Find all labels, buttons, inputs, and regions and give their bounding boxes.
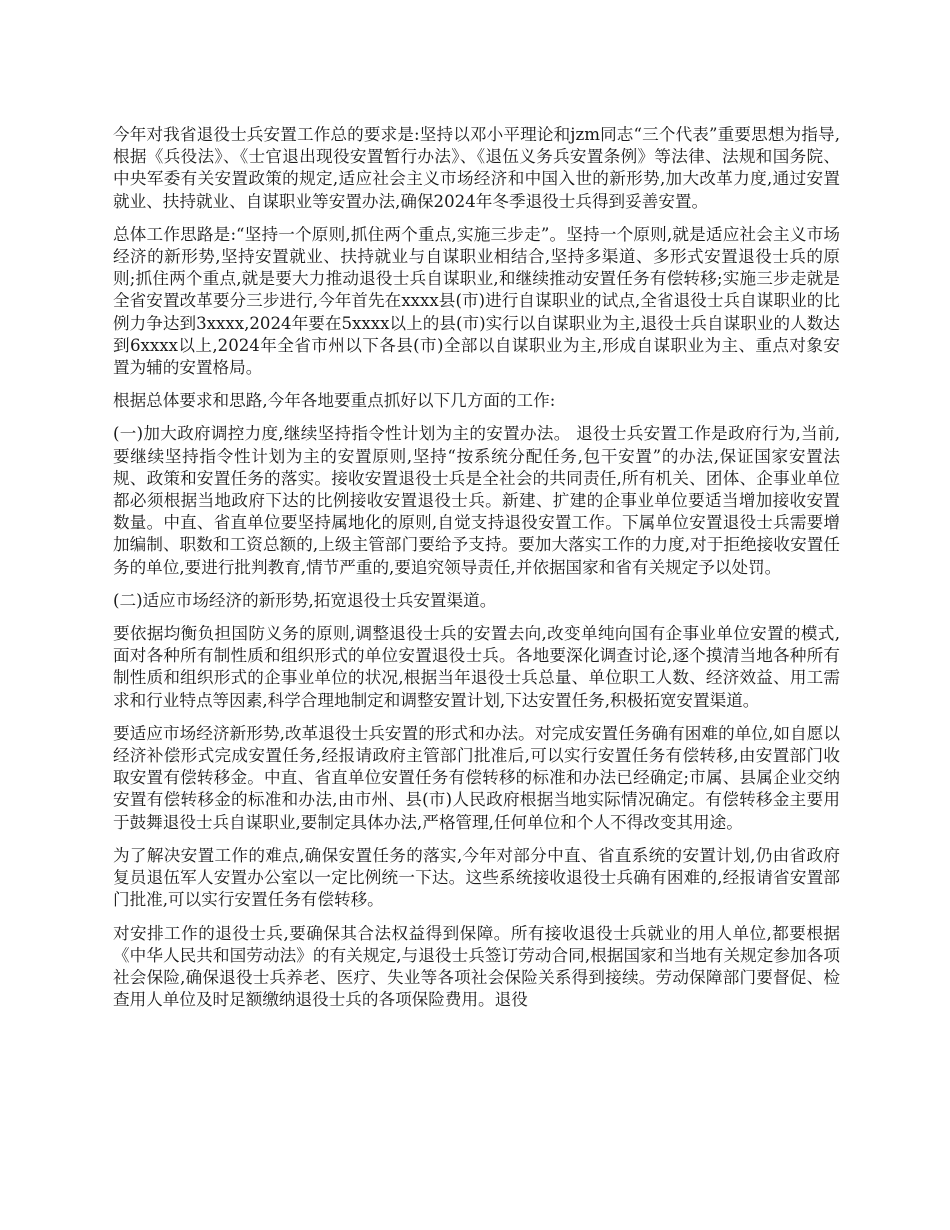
paragraph-section-two-heading: (二)适应市场经济的新形势,拓宽退役士兵安置渠道。 <box>113 590 497 610</box>
paragraph-requirements: 今年对我省退役士兵安置工作总的要求是:坚持以邓小平理论和jzm同志“三个代表”重要思想为指导,根据《兵役法》、《士官退出现役安置暂行办法》、《退伍义务兵安置条例》等法律、法规和国务院、中央军委有关安置政策的规定,适应社会主义市场经济和中国入世的新形势,加大改革力度,通过安置就业、扶持就业、自谋职业等安置办法,确保2024年冬季退役士兵得到妥善安置。 <box>113 125 840 211</box>
paragraph-reform-methods: 要适应市场经济新形势,改革退役士兵安置的形式和办法。对完成安置任务确有困难的单位,如自愿以经济补偿形式完成安置任务,经报请政府主管部门批准后,可以实行安置任务有偿转移,由安置部门收取安置有偿转移金。中直、省直单位安置任务有偿转移的标准和办法已经确定;市属、县属企业交纳安置有偿转移金的标准和办法,由市州、县(市)人民政府根据当地实际情况确定。有偿转移金主要用于鼓舞退役士兵自谋职业,要制定具体办法,严格管理,任何单位和个人不得改变其用途。 <box>113 723 840 832</box>
paragraph-work-intro: 根据总体要求和思路,今年各地要重点抓好以下几方面的工作: <box>113 391 556 411</box>
document-body <box>113 124 840 1022</box>
paragraph-section-one: (一)加大政府调控力度,继续坚持指令性计划为主的安置办法。 退役士兵安置工作是政府行为,当前,要继续坚持指令性计划为主的安置原则,坚持“按系统分配任务,包干安置”的办法,保证国家安置法规、政策和安置任务的落实。接收安置退役士兵是全社会的共同责任,所有机关、团体、企事业单位都必须根据当地政府下达的比例接收安置退役士兵。新建、扩建的企事业单位要适当增加接收安置数量。中直、省直单位要坚持属地化的原则,自觉支持退役安置工作。下属单位安置退役士兵需要增加编制、职数和工资总额的,上级主管部门要给予支持。要加大落实工作的力度,对于拒绝接收安置任务的单位,要进行批判教育,情节严重的,要追究领导责任,并依据国家和省有关规定予以处罚。 <box>113 424 840 577</box>
paragraph-province-plan: 为了解决安置工作的难点,确保安置任务的落实,今年对部分中直、省直系统的安置计划,仍由省政府复员退伍军人安置办公室以一定比例统一下达。这些系统接收退役士兵确有困难的,经报请省安置部门批准,可以实行安置任务有偿转移。 <box>113 845 840 910</box>
paragraph-overall-approach: 总体工作思路是:“坚持一个原则,抓住两个重点,实施三步走”。坚持一个原则,就是适应社会主义市场经济的新形势,坚持安置就业、扶持就业与自谋职业相结合,坚持多渠道、多形式安置退役士兵的原则;抓住两个重点,就是要大力推动退役士兵自谋职业,和继续推动安置任务有偿转移;实施三步走就是全省安置改革要分三步进行,今年首先在xxxx县(市)进行自谋职业的试点,全省退役士兵自谋职业的比例力争达到3xxxx,2024年要在5xxxx以上的县(市)实行以自谋职业为主,退役士兵自谋职业的人数达到6xxxx以上,2024年全省市州以下各县(市)全部以自谋职业为主,形成自谋职业为主、重点对象安置为辅的安置格局。 <box>113 224 840 378</box>
paragraph-adjust-placement: 要依据均衡负担国防义务的原则,调整退役士兵的安置去向,改变单纯向国有企事业单位安置的模式,面对各种所有制性质和组织形式的单位安置退役士兵。各地要深化调查讨论,逐个摸清当地各种所有制性质和组织形式的企事业单位的状况,根据当年退役士兵总量、单位职工人数、经济效益、用工需求和行业特点等因素,科学合理地制定和调整安置计划,下达安置任务,积极拓宽安置渠道。 <box>113 624 840 710</box>
paragraph-rights-protection: 对安排工作的退役士兵,要确保其合法权益得到保障。所有接收退役士兵就业的用人单位,都要根据《中华人民共和国劳动法》的有关规定,与退役士兵签订劳动合同,根据国家和当地有关规定参加各项社会保险,确保退役士兵养老、医疗、失业等各项社会保险关系得到接续。劳动保障部门要督促、检查用人单位及时足额缴纳退役士兵的各项保险费用。退役 <box>113 923 840 1010</box>
